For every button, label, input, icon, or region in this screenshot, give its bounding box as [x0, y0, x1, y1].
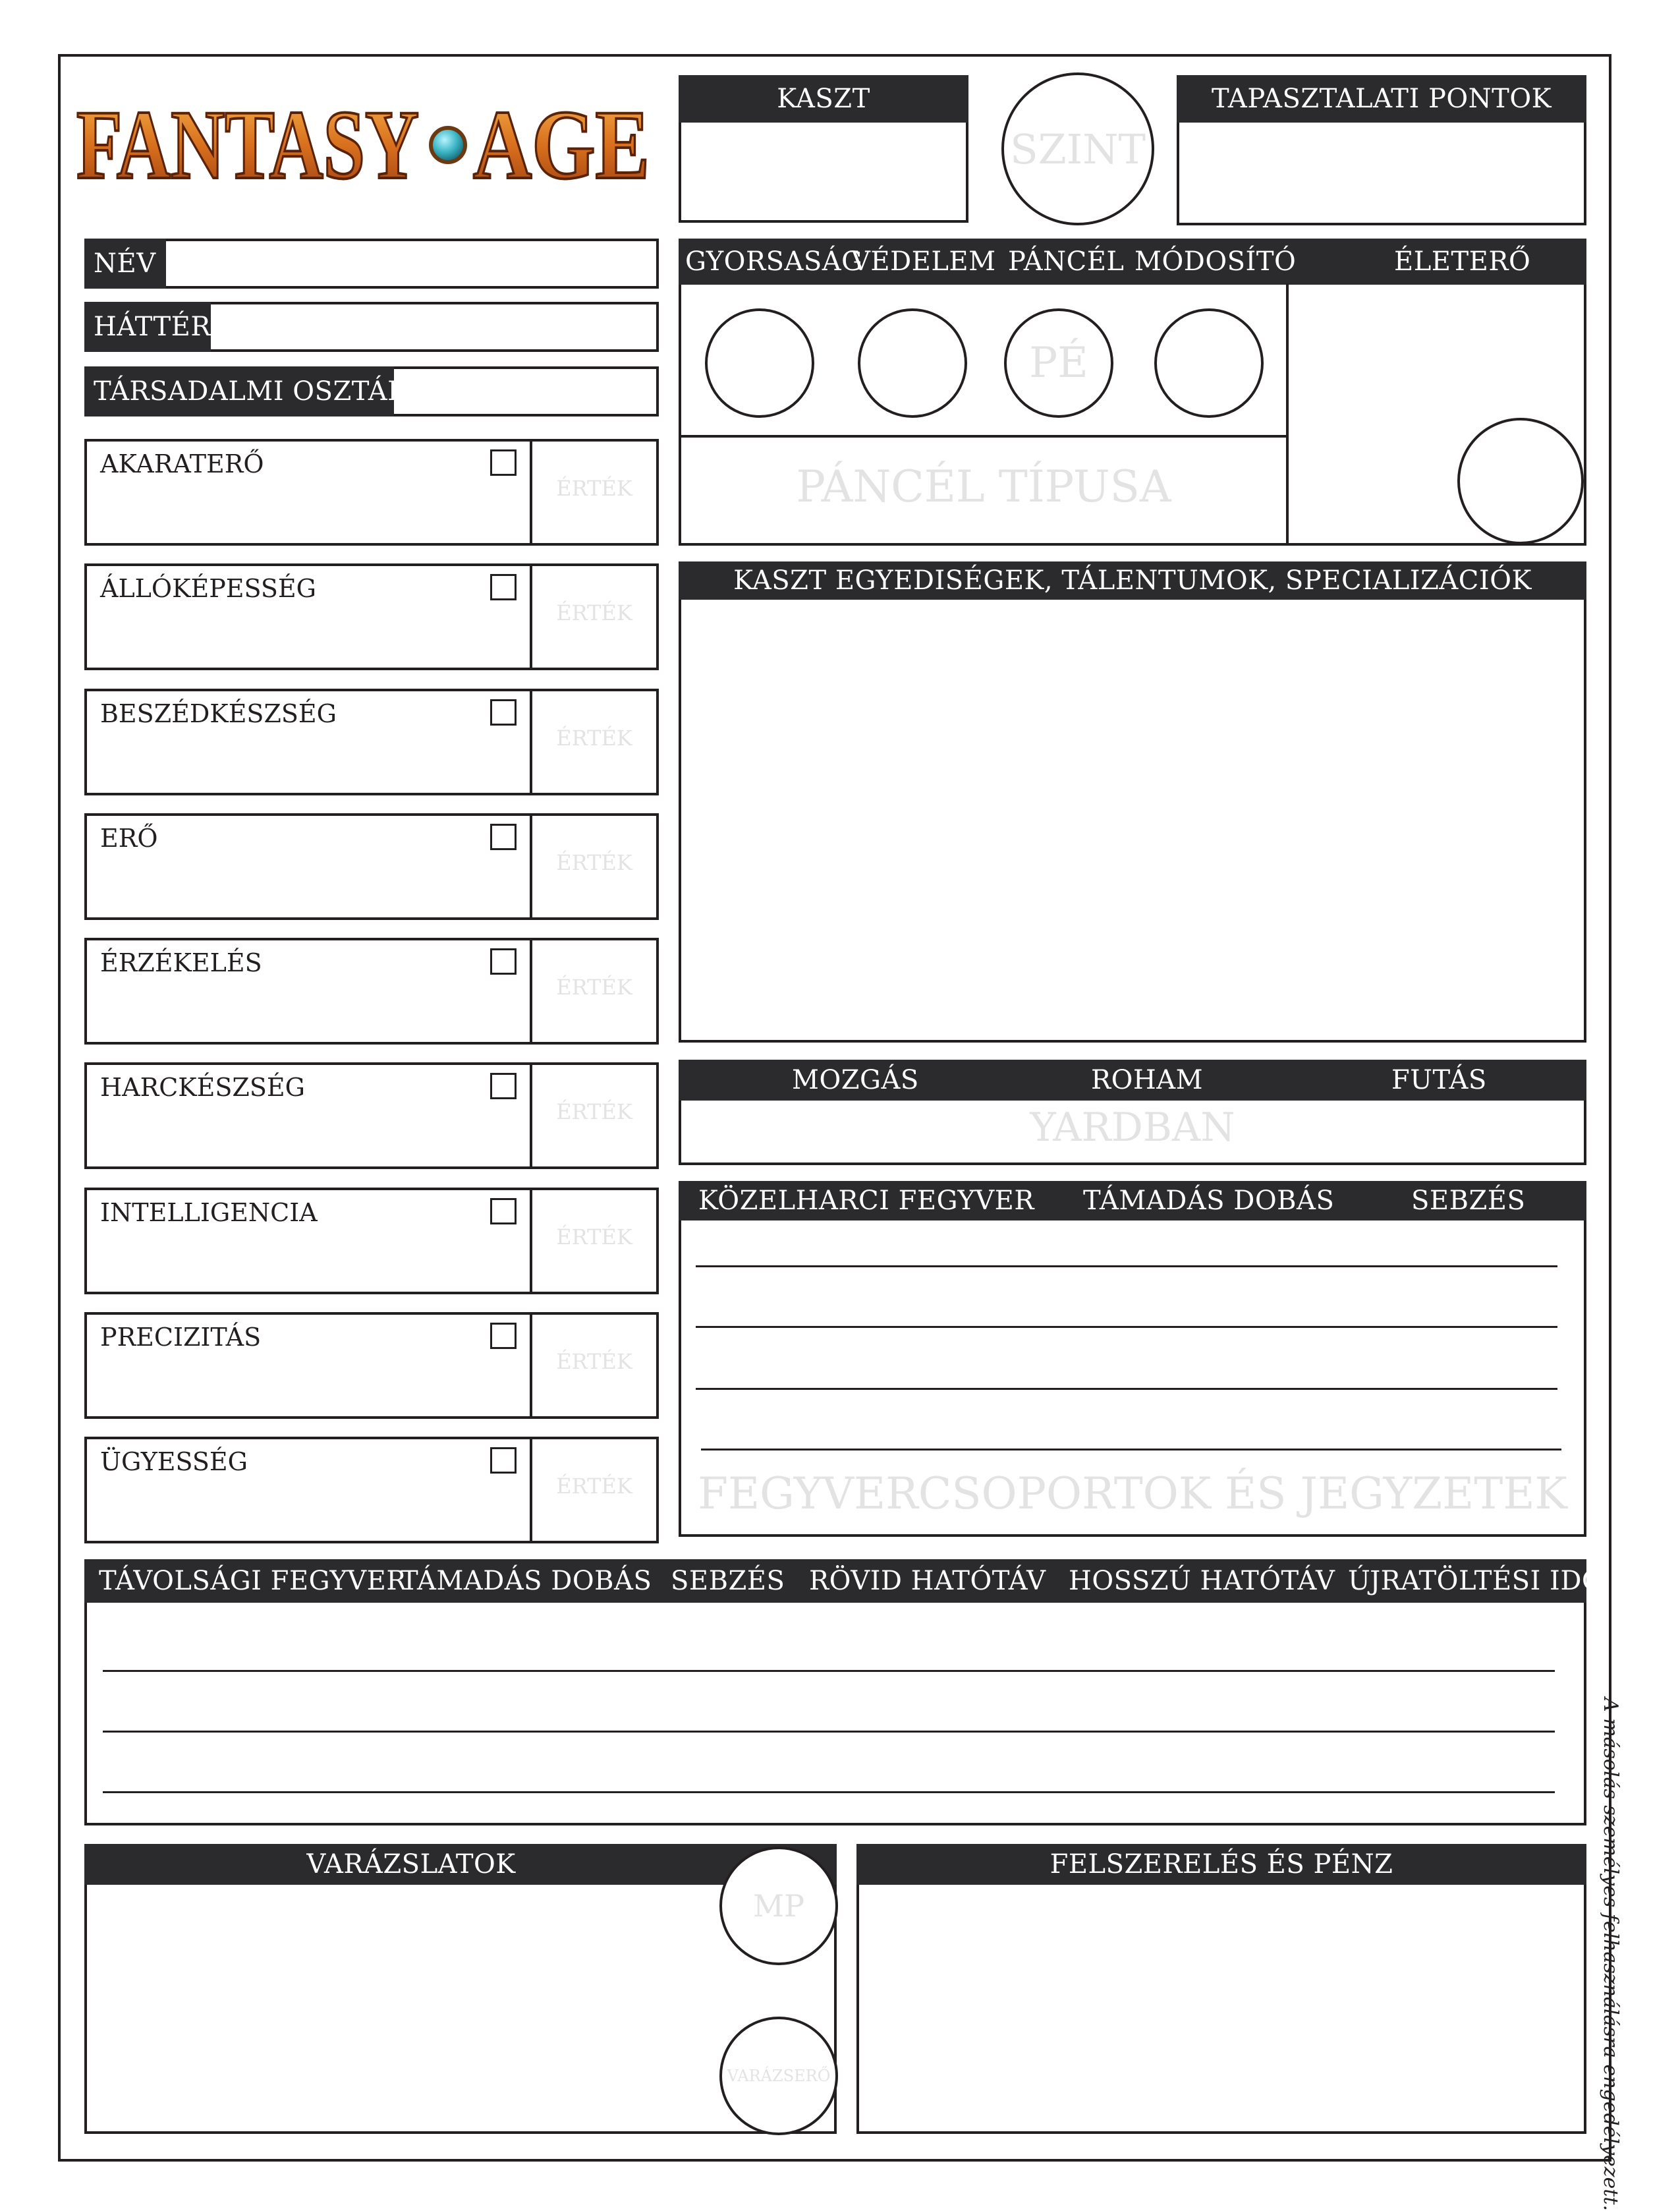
vedelem-circle[interactable]	[858, 308, 967, 418]
attribute-row	[84, 439, 659, 546]
roham-label: ROHAM	[1091, 1065, 1204, 1095]
kaszt-header	[679, 75, 968, 123]
mp-label: MP	[752, 1888, 805, 1924]
mp-circle[interactable]	[719, 1847, 838, 1965]
spells-header	[84, 1844, 837, 1885]
attribute-name: HARCKÉSZSÉG	[100, 1073, 305, 1102]
yardban-label: YARDBAN	[1030, 1105, 1235, 1151]
tarsadalmi-osztaly-label-bar	[84, 366, 422, 416]
attribute-value-field[interactable]: ÉRTÉK	[556, 975, 632, 1000]
attribute-row	[84, 813, 659, 920]
attribute-focus-checkbox[interactable]	[490, 1323, 517, 1349]
gyorsasag-circle[interactable]	[705, 308, 814, 418]
logo-gem-icon	[431, 128, 465, 162]
pancel-label: PÁNCÉL	[1008, 246, 1125, 277]
attribute-value-field[interactable]: ÉRTÉK	[556, 1099, 632, 1124]
spells-title: VARÁZSLATOK	[306, 1849, 516, 1880]
ranged-line-1	[103, 1670, 1555, 1672]
eletero-circle[interactable]	[1457, 418, 1584, 544]
attribute-name: AKARATERŐ	[100, 449, 264, 478]
class-features-header	[679, 561, 1586, 600]
attribute-name: ÜGYESSÉG	[100, 1447, 248, 1476]
futas-label: FUTÁS	[1391, 1065, 1487, 1095]
varazsero-label: VARÁZSERŐ	[727, 2067, 831, 2085]
logo-text-right: AGE	[473, 90, 650, 200]
attribute-focus-checkbox[interactable]	[490, 449, 517, 476]
ranged-header	[84, 1559, 1604, 1603]
attribute-name: INTELLIGENCIA	[100, 1198, 318, 1227]
melee-attack-roll-label: TÁMADÁS DOBÁS	[1083, 1186, 1335, 1216]
ranged-line-3	[103, 1791, 1555, 1793]
pancel-tipusa-label: PÁNCÉL TÍPUSA	[796, 461, 1171, 512]
nev-label-bar	[84, 239, 166, 289]
attribute-value-field[interactable]: ÉRTÉK	[556, 1474, 632, 1499]
attribute-row	[84, 938, 659, 1045]
equipment-box[interactable]	[856, 1844, 1586, 2134]
nev-field[interactable]	[84, 239, 659, 289]
melee-line-2	[696, 1326, 1557, 1328]
melee-header	[679, 1181, 1586, 1220]
attribute-value-field[interactable]: ÉRTÉK	[556, 600, 632, 625]
ranged-attack-roll-label: TÁMADÁS DOBÁS	[401, 1566, 652, 1596]
attribute-row	[84, 1188, 659, 1294]
attribute-row	[84, 1062, 659, 1169]
eletero-label: ÉLETERŐ	[1394, 246, 1531, 277]
xp-label: TAPASZTALATI PONTOK	[1211, 84, 1552, 114]
ranged-weapon-label: TÁVOLSÁGI FEGYVER	[99, 1566, 406, 1596]
attribute-name: ÁLLÓKÉPESSÉG	[100, 574, 316, 603]
szint-circle[interactable]	[1001, 72, 1154, 225]
ranged-line-2	[103, 1731, 1555, 1733]
modosito-circle[interactable]	[1154, 308, 1264, 418]
varazsero-circle[interactable]	[719, 2017, 838, 2135]
tarsadalmi-osztaly-label: TÁRSADALMI OSZTÁLY	[94, 376, 422, 407]
combat-divider-horizontal	[679, 435, 1287, 438]
copy-permission-note: A másolás személyes felhasználásra engedélyezett.	[1599, 1698, 1622, 2211]
attribute-row	[84, 1437, 659, 1543]
attribute-focus-checkbox[interactable]	[490, 574, 517, 600]
attribute-name: ERŐ	[100, 824, 158, 853]
attribute-value-field[interactable]: ÉRTÉK	[556, 850, 632, 875]
attribute-name: ÉRZÉKELÉS	[100, 948, 262, 977]
pancel-circle[interactable]	[1004, 308, 1113, 418]
attribute-name: BESZÉDKÉSZSÉG	[100, 699, 337, 728]
logo-text-left: FANTASY	[76, 90, 419, 200]
attribute-value-field[interactable]: ÉRTÉK	[556, 726, 632, 751]
vedelem-label: VÉDELEM	[851, 246, 996, 277]
ranged-long-range-label: HOSSZÚ HATÓTÁV	[1069, 1566, 1335, 1596]
ranged-short-range-label: RÖVID HATÓTÁV	[809, 1566, 1046, 1596]
combat-stats-header	[679, 239, 1586, 285]
attribute-focus-checkbox[interactable]	[490, 948, 517, 975]
mozgas-label: MOZGÁS	[792, 1065, 919, 1095]
ranged-reload-label: ÚJRATÖLTÉSI IDŐ	[1348, 1566, 1604, 1596]
attribute-value-field[interactable]: ÉRTÉK	[556, 1224, 632, 1249]
attribute-focus-checkbox[interactable]	[490, 824, 517, 850]
kaszt-label: KASZT	[777, 84, 870, 114]
equipment-header	[856, 1844, 1586, 1885]
melee-weapon-label: KÖZELHARCI FEGYVER	[698, 1186, 1034, 1216]
fantasy-age-logo	[74, 84, 654, 200]
xp-header	[1177, 75, 1586, 123]
equipment-title: FELSZERELÉS ÉS PÉNZ	[1050, 1849, 1393, 1880]
melee-line-1	[696, 1265, 1557, 1267]
melee-notes-label: FEGYVERCSOPORTOK ÉS JEGYZETEK	[698, 1468, 1567, 1519]
attribute-focus-checkbox[interactable]	[490, 1447, 517, 1474]
class-features-box[interactable]	[679, 561, 1586, 1043]
nev-label: NÉV	[94, 248, 156, 279]
attribute-row	[84, 689, 659, 795]
attribute-value-field[interactable]: ÉRTÉK	[556, 1349, 632, 1374]
melee-line-4	[701, 1449, 1561, 1450]
szint-label: SZINT	[1010, 125, 1146, 173]
attribute-focus-checkbox[interactable]	[490, 1073, 517, 1099]
pe-label: PÉ	[1029, 339, 1088, 388]
attribute-focus-checkbox[interactable]	[490, 1198, 517, 1224]
ranged-damage-label: SEBZÉS	[671, 1566, 785, 1596]
gyorsasag-label: GYORSASÁG	[685, 246, 863, 277]
attribute-value-field[interactable]: ÉRTÉK	[556, 476, 632, 501]
attribute-name: PRECIZITÁS	[100, 1323, 262, 1352]
hatter-label: HÁTTÉR	[94, 312, 211, 342]
melee-line-3	[696, 1388, 1557, 1390]
attribute-row	[84, 563, 659, 670]
attribute-focus-checkbox[interactable]	[490, 699, 517, 726]
class-features-title: KASZT EGYEDISÉGEK, TÁLENTUMOK, SPECIALIZÁCIÓK	[733, 565, 1532, 596]
movement-header	[679, 1060, 1586, 1101]
modosito-label: MÓDOSÍTÓ	[1134, 246, 1297, 277]
melee-damage-label: SEBZÉS	[1411, 1186, 1526, 1216]
attribute-row	[84, 1312, 659, 1419]
hatter-label-bar	[84, 302, 211, 352]
